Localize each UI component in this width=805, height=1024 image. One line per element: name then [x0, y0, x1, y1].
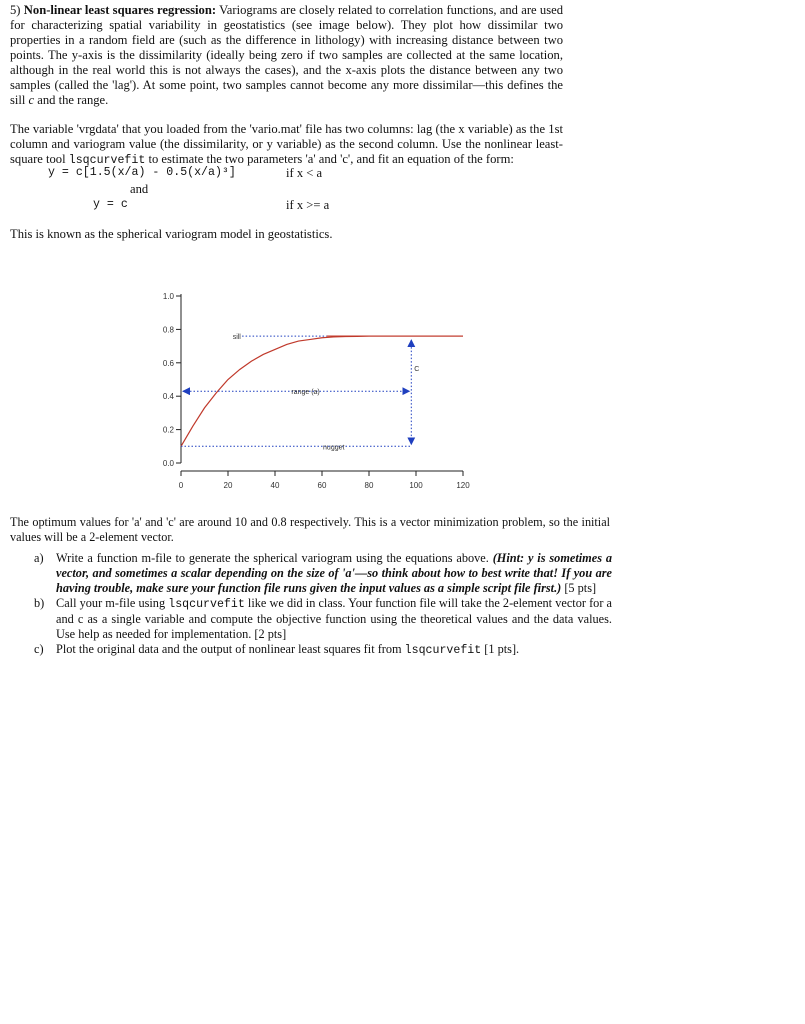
task-b-marker: b) — [34, 596, 45, 610]
equation-joiner: and — [130, 182, 149, 196]
equation-1: y = c[1.5(x/a) - 0.5(x/a)³] — [48, 166, 236, 179]
task-b-code: lsqcurvefit — [168, 598, 245, 611]
variogram-curve — [181, 336, 463, 446]
task-b-text-before: Call your m-file using — [56, 596, 169, 610]
x-tick-label: 120 — [456, 481, 470, 490]
task-c-text-after: [1 pts]. — [481, 642, 520, 656]
task-a-text: Write a function m-file to generate the spherical variogram using the equations above. — [56, 551, 493, 565]
x-tick-label: 20 — [223, 481, 233, 490]
lsqcurvefit-code: lsqcurvefit — [68, 154, 146, 167]
condition-1: if x < a — [286, 166, 323, 180]
y-tick-label: 0.6 — [162, 358, 174, 368]
y-tick-label: 0.8 — [162, 325, 174, 335]
condition-2: if x >= a — [286, 198, 330, 212]
c-label: C — [414, 366, 420, 374]
x-tick-label: 40 — [270, 481, 280, 490]
task-list — [34, 551, 612, 658]
problem-intro-text: Variograms are closely related to correlation functions, and are used for characterizing spatial variability in geostatistics (see image below). They plot how dissimilar two properties in a random field are (such as the difference in lithology) with increasing distance between two points. The y-axis is the dissimilarity (ideally being zero if two samples are collected at the same location, although in the real world this is not always the cases), and the x-axis plots the distance between any two samples (called the 'lag'). At some point, two samples cannot become any more dissimilar—this defines the sill — [10, 3, 564, 107]
task-a — [34, 551, 612, 596]
y-tick-label: 0.4 — [162, 392, 174, 402]
problem-number: 5) — [10, 3, 21, 17]
y-tick-label: 1.0 — [162, 292, 174, 301]
data-description-p2: to estimate the two parameters 'a' and 'c', and fit an equation of the form: — [145, 152, 514, 166]
x-tick-label: 100 — [409, 481, 423, 490]
task-c-text-before: Plot the original data and the output of nonlinear least squares fit from — [56, 642, 405, 656]
data-description-p1: The variable 'vrgdata' that you loaded from the 'vario.mat' file has two columns: lag (the x variable) as the 1st column and variogram value (the dissimilarity, or y variable) as the second column. Use the nonlinear least-square tool — [10, 122, 563, 166]
sill-label: sill — [232, 334, 241, 342]
problem-intro — [10, 3, 563, 108]
x-tick-label: 0 — [178, 481, 184, 490]
model-note: This is known as the spherical variogram model in geostatistics. — [10, 227, 333, 241]
x-tick-label: 80 — [364, 481, 374, 490]
y-tick-label: 0.0 — [162, 459, 174, 468]
task-a-points: [5 pts] — [561, 581, 597, 595]
task-c-code: lsqcurvefit — [404, 644, 482, 657]
x-tick-label: 60 — [317, 481, 327, 490]
sill-symbol: c — [28, 93, 35, 107]
task-b — [34, 596, 612, 642]
range-label: range (a) — [291, 389, 320, 397]
task-a-hint: (Hint: y is sometimes a vector, and sometimes a scalar depending on the size of 'a'—so think about how to best write that! If you are having trouble, make sure your function file runs given the input values as a simple script file first.) — [56, 551, 613, 595]
optimum-note: The optimum values for 'a' and 'c' are around 10 and 0.8 respectively. This is a vector minimization problem, so the initial values will be a 2-element vector. — [10, 515, 610, 544]
problem-title: Non-linear least squares regression: — [23, 3, 217, 17]
variogram-chart — [0, 280, 805, 520]
task-c-marker: c) — [34, 642, 44, 656]
nugget-label: nugget — [323, 444, 345, 452]
data-description — [10, 122, 563, 168]
problem-intro-end: and the range. — [34, 93, 109, 107]
equation-2: y = c — [93, 198, 128, 211]
task-a-marker: a) — [34, 551, 44, 565]
task-c — [34, 642, 612, 658]
task-b-text-after: like we did in class. Your function file will take the 2-element vector for a and c as a single variable and compute the objective function using the theoretical values and the data values. Use help as needed for implementation. [2 pts] — [56, 596, 612, 641]
y-tick-label: 0.2 — [162, 425, 174, 435]
